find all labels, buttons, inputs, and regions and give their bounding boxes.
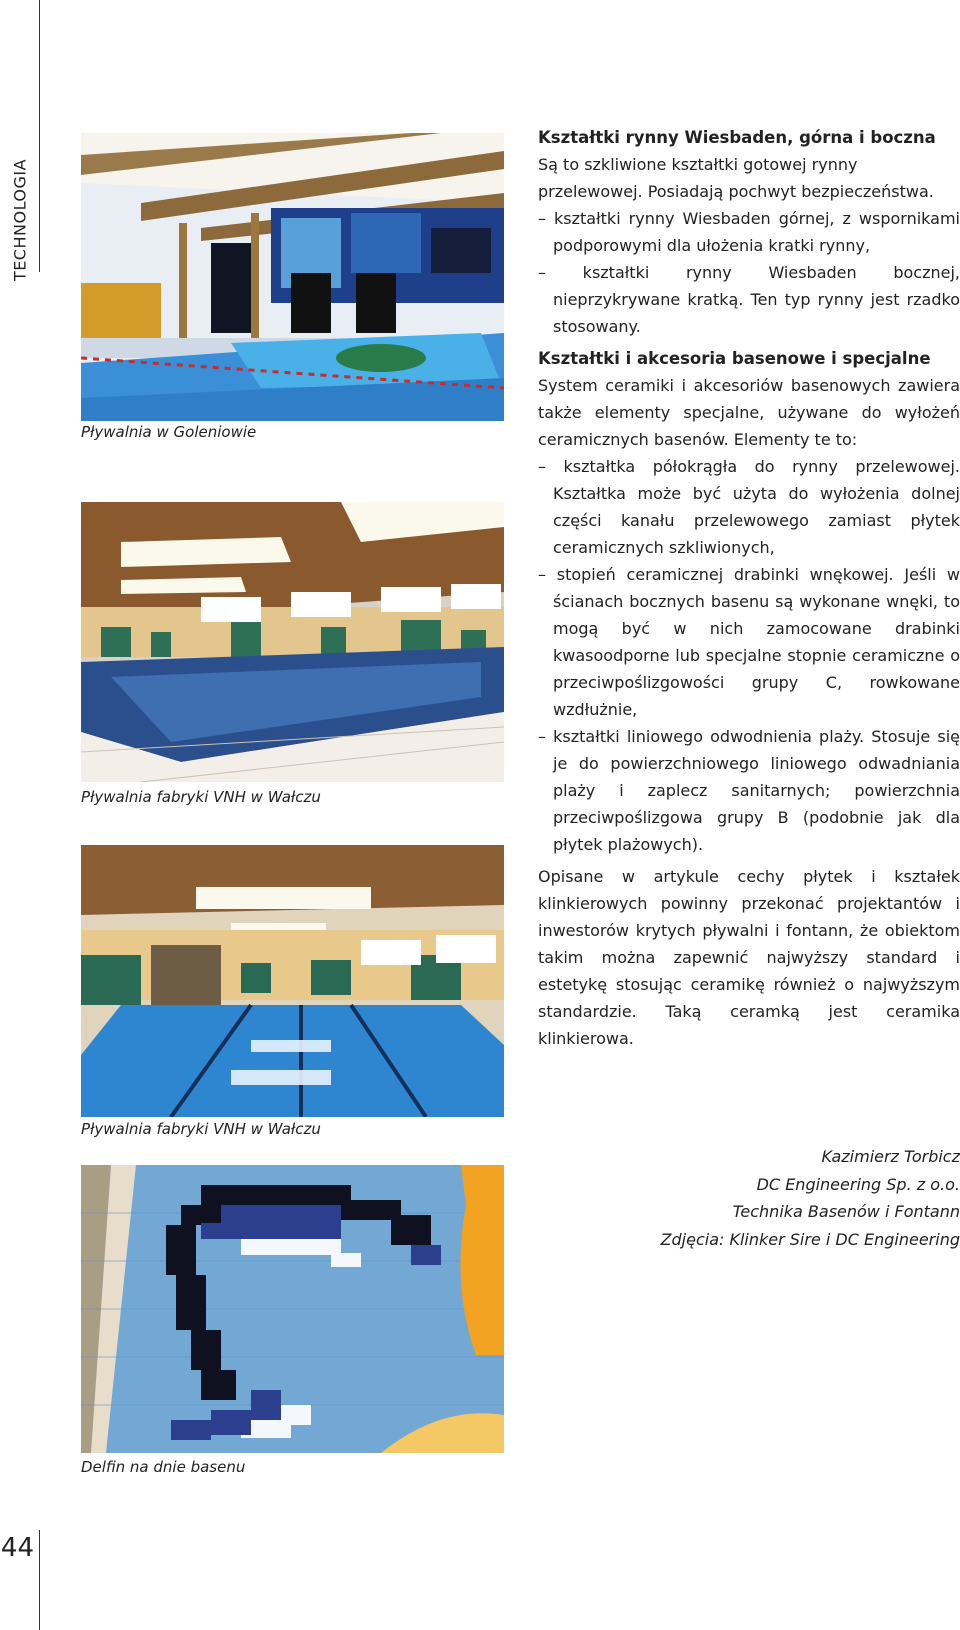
section-wiesbaden-heading: Kształtki rynny Wiesbaden, górna i boczna [538,128,936,147]
photo4-caption: Delfin na dnie basenu [81,1458,246,1476]
conclusion-text: Opisane w artykule cechy płytek i kształek klinkierowych powinny przekonać projektantów i inwestorów krytych pływalni i fontann, że obiektom takim można zapewnić najwyższy standard i estetykę stosując ceramikę również o najwyższym standardzie. Taką ceramką jest ceramika klinkierowa. [538,867,960,1048]
list-item: – kształtki rynny Wiesbaden bocznej, nieprzykrywane kratką. Ten typ rynny jest rzadko stosowany. [538,263,960,336]
section-wiesbaden-intro: Są to szkliwione kształtki gotowej rynny przelewowej. Posiadają pochwyt bezpieczeństwa. [538,155,934,201]
photo-walcz-pool-2 [81,845,504,1117]
section-accessories-heading: Kształtki i akcesoria basenowe i specjalne [538,349,931,368]
margin-rule-bottom [39,1530,40,1630]
photo2-caption: Pływalnia fabryki VNH w Wałczu [81,788,321,806]
credit-photos: Zdjęcia: Klinker Sire i DC Engineering [660,1229,960,1249]
list-item: – kształtki liniowego odwodnienia plaży. Stosuje się je do powierzchniowego liniowego odwadniania plaży i zaplecz sanitarnych; powierzchnia przeciwpoślizgowa grupy B (podobnie jak dla płytek plażowych). [538,727,960,854]
photo-goleniow-pool [81,133,504,421]
list-item: – kształtka półokrągła do rynny przelewowej. Kształtka może być użyta do wyłożenia dolnej części kanału przelewowego zamiast płytek ceramicznych szkliwionych, [538,457,960,557]
photo-dolphin-mosaic [81,1165,504,1453]
credit-author: Kazimierz Torbicz [821,1147,960,1166]
photo-walcz-pool-1 [81,502,504,782]
section-accessories-intro: System ceramiki i akcesoriów basenowych zawiera także elementy specjalne, używane do wyłożeń ceramicznych basenów. Elementy te to: [538,376,960,449]
section-accessories [538,345,960,858]
section-label: TECHNOLOGIA [10,158,30,282]
list-item: – kształtki rynny Wiesbaden górnej, z wspornikami podporowymi dla ułożenia kratki rynny, [538,209,960,255]
section-wiesbaden [538,124,960,340]
conclusion [538,863,960,1052]
photo3-caption: Pływalnia fabryki VNH w Wałczu [81,1120,321,1138]
credit-division: Technika Basenów i Fontann [732,1202,960,1221]
margin-rule-top [39,0,40,272]
list-item: – stopień ceramicznej drabinki wnękowej. Jeśli w ścianach bocznych basenu są wykonane wnęki, to mogą być w nich zamocowane drabinki kwasoodporne lub specjalne stopnie ceramiczne o przeciwpoślizgowości grupy C, rowkowane wzdłużnie, [538,565,960,719]
page-number: 44 [0,1533,34,1563]
author-credits [520,1143,960,1253]
photo1-caption: Pływalnia w Goleniowie [81,423,257,441]
credit-company: DC Engineering Sp. z o.o. [756,1174,960,1194]
